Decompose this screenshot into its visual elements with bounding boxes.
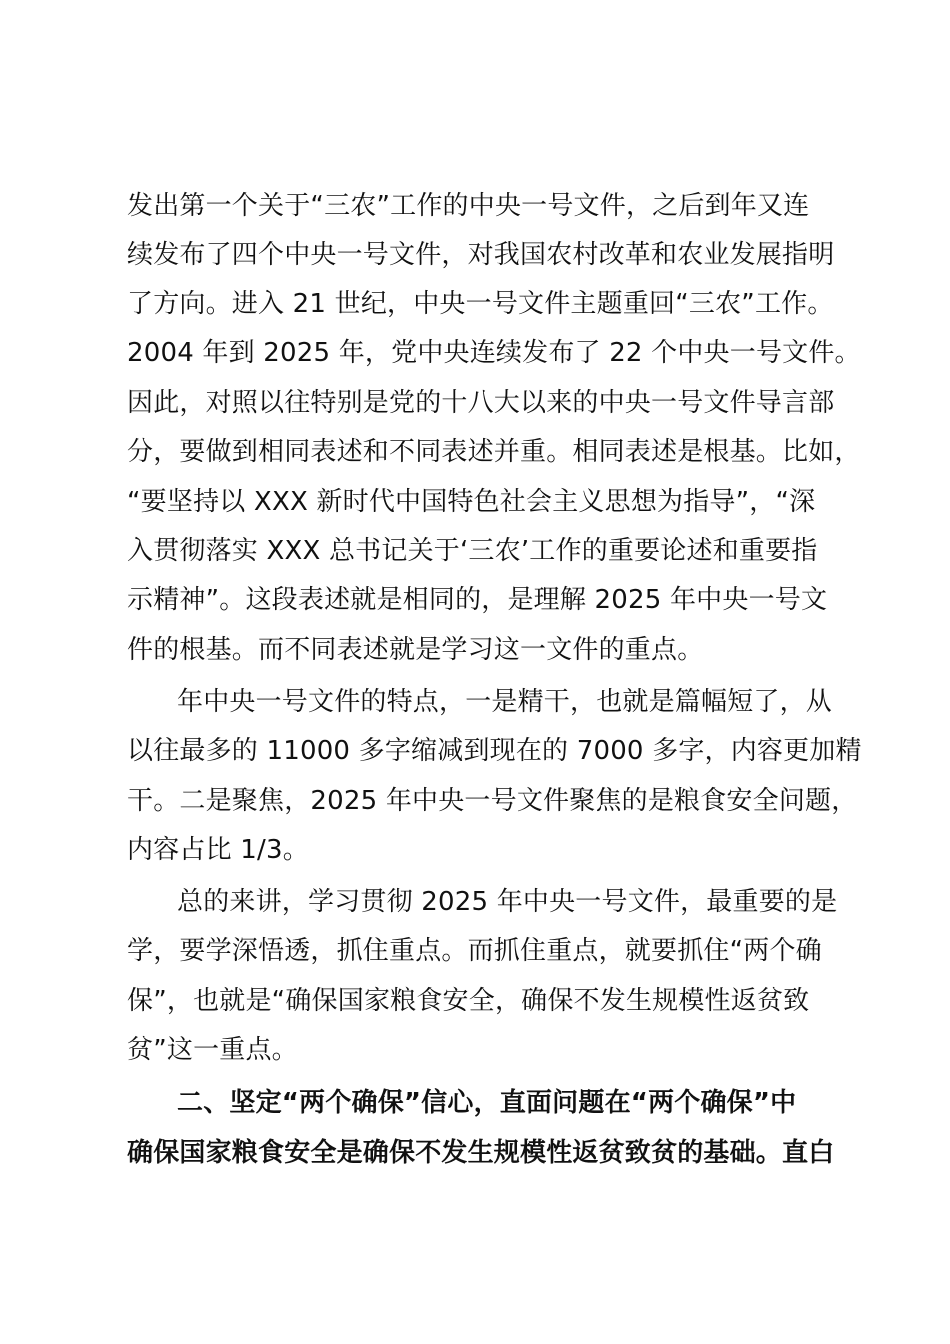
text-line: 因此，对照以往特别是党的十八大以来的中央一号文件导言部 — [127, 388, 835, 418]
text-line: 入贯彻落实 XXX 总书记关于‘三农’工作的重要论述和重要指 — [127, 536, 818, 566]
text-line: 件的根基。而不同表述就是学习这一文件的重点。 — [127, 635, 704, 665]
text-line: 贫”这一重点。 — [127, 1035, 298, 1065]
text-line: 保”，也就是“确保国家粮食安全，确保不发生规模性返贫致 — [127, 986, 810, 1016]
text-line: 干。二是聚焦，2025 年中央一号文件聚焦的是粮食安全问题， — [127, 786, 858, 816]
section-heading: 确保国家粮食安全是确保不发生规模性返贫致贫的基础。直白 — [127, 1138, 835, 1168]
text-line: 2004 年到 2025 年，党中央连续发布了 22 个中央一号文件。 — [127, 338, 861, 368]
text-line: 年中央一号文件的特点，一是精干，也就是篇幅短了，从 — [177, 687, 833, 717]
text-line: 内容占比 1/3。 — [127, 835, 309, 865]
text-line: “要坚持以 XXX 新时代中国特色社会主义思想为指导”，“深 — [127, 487, 816, 517]
text-line: 以往最多的 11000 多字缩减到现在的 7000 多字，内容更加精 — [127, 736, 862, 766]
text-line: 了方向。进入 21 世纪，中央一号文件主题重回“三农”工作。 — [127, 289, 834, 319]
text-line: 示精神”。这段表述就是相同的，是理解 2025 年中央一号文 — [127, 585, 828, 615]
text-line: 续发布了四个中央一号文件，对我国农村改革和农业发展指明 — [127, 240, 835, 270]
section-heading: 二、坚定“两个确保”信心，直面问题在“两个确保”中 — [177, 1088, 797, 1118]
text-line: 发出第一个关于“三农”工作的中央一号文件，之后到年又连 — [127, 191, 810, 221]
text-line: 学，要学深悟透，抓住重点。而抓住重点，就要抓住“两个确 — [127, 936, 822, 966]
text-line: 总的来讲，学习贯彻 2025 年中央一号文件，最重要的是 — [177, 887, 838, 917]
text-line: 分，要做到相同表述和不同表述并重。相同表述是根基。比如， — [127, 437, 861, 467]
